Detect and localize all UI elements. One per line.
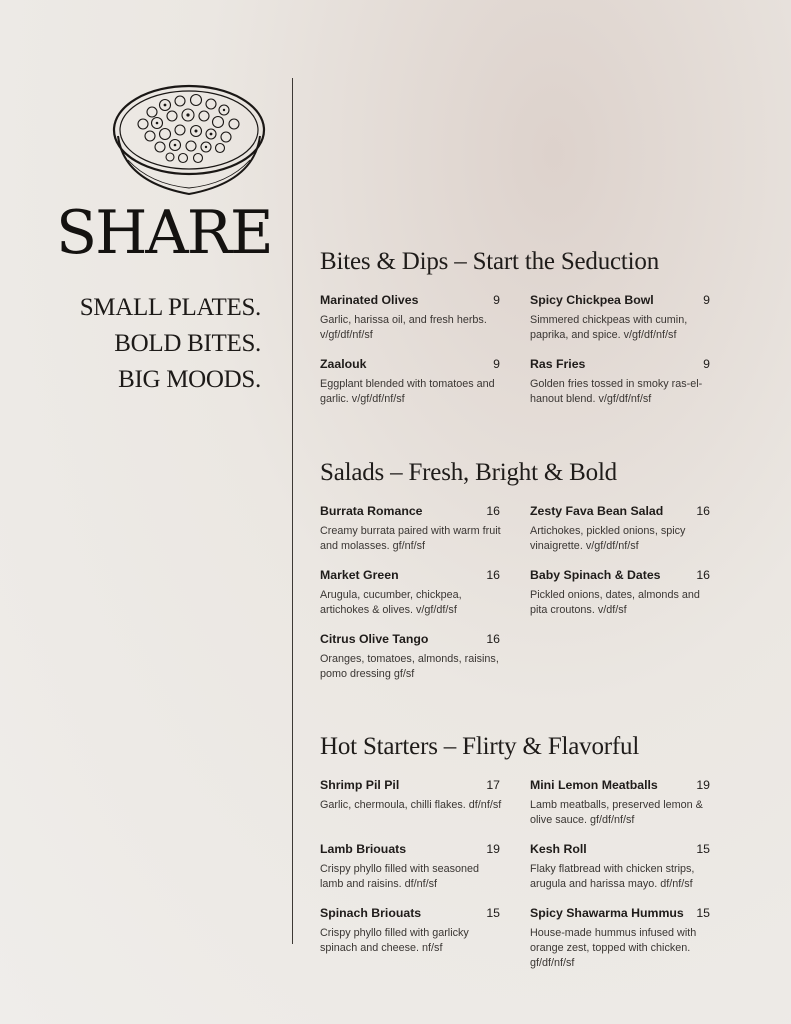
item-name: Lamb Briouats [320, 842, 407, 856]
item-price: 15 [486, 906, 500, 920]
tagline-line: BIG MOODS. [118, 366, 261, 393]
menu-item [530, 842, 712, 892]
item-description: Lamb meatballs, preserved lemon & olive sauce. gf/df/nf/sf [530, 799, 703, 826]
menu-item [320, 906, 502, 971]
item-name: Spinach Briouats [320, 906, 422, 920]
menu-item [530, 293, 712, 343]
item-price: 16 [486, 632, 500, 646]
item-price: 16 [486, 504, 500, 518]
item-name: Kesh Roll [530, 842, 587, 856]
item-name: Zaalouk [320, 357, 367, 371]
item-price: 9 [703, 357, 710, 371]
menu-item [320, 842, 502, 892]
item-price: 16 [696, 568, 710, 582]
menu-item [320, 293, 502, 343]
tagline [80, 290, 261, 398]
section-bites-dips [320, 248, 730, 407]
item-price: 19 [696, 778, 710, 792]
item-description: Garlic, chermoula, chilli flakes. df/nf/sf [320, 799, 502, 811]
item-price: 16 [696, 504, 710, 518]
item-description: Crispy phyllo filled with seasoned lamb and raisins. df/nf/sf [320, 863, 480, 890]
item-description: Garlic, harissa oil, and fresh herbs. v/gf/df/nf/sf [320, 314, 487, 341]
item-name: Citrus Olive Tango [320, 632, 429, 646]
item-description: Artichokes, pickled onions, spicy vinaigrette. v/gf/df/nf/sf [530, 525, 686, 552]
vertical-divider [292, 78, 293, 944]
item-name: Ras Fries [530, 357, 586, 371]
item-description: Arugula, cucumber, chickpea, artichokes & olives. v/gf/df/sf [320, 589, 462, 616]
item-name: Baby Spinach & Dates [530, 568, 661, 582]
item-description: Flaky flatbread with chicken strips, arugula and harissa mayo. df/nf/sf [530, 863, 695, 890]
menu-item [530, 357, 712, 407]
menu-item [530, 906, 712, 971]
item-price: 15 [696, 842, 710, 856]
section-heading: Bites & Dips – Start the Seduction [320, 248, 660, 275]
tagline-line: SMALL PLATES. [79, 294, 261, 321]
item-description: Crispy phyllo filled with garlicky spinach and cheese. nf/sf [320, 927, 469, 954]
item-name: Shrimp Pil Pil [320, 778, 400, 792]
menu-item [320, 778, 502, 828]
item-price: 17 [486, 778, 500, 792]
section-salads [320, 459, 730, 682]
item-description: Creamy burrata paired with warm fruit and molasses. gf/nf/sf [320, 525, 501, 552]
item-description: Eggplant blended with tomatoes and garlic. v/gf/df/nf/sf [320, 378, 495, 405]
item-name: Market Green [320, 568, 399, 582]
section-heading: Hot Starters – Flirty & Flavorful [320, 733, 640, 760]
item-price: 15 [696, 906, 710, 920]
item-name: Marinated Olives [320, 293, 419, 307]
menu-item [320, 632, 502, 682]
page-title: SHARE [56, 198, 272, 268]
item-price: 9 [493, 293, 500, 307]
item-price: 9 [493, 357, 500, 371]
item-price: 16 [486, 568, 500, 582]
menu-item [530, 568, 712, 618]
item-name: Burrata Romance [320, 504, 423, 518]
menu-item [320, 504, 502, 554]
item-price: 9 [703, 293, 710, 307]
item-price: 19 [486, 842, 500, 856]
section-hot-starters [320, 733, 730, 971]
item-name: Spicy Shawarma Hummus [530, 906, 684, 920]
item-description: Oranges, tomatoes, almonds, raisins, pomo dressing gf/sf [320, 653, 499, 680]
item-description: Pickled onions, dates, almonds and pita croutons. v/df/sf [530, 589, 700, 616]
menu-item [530, 504, 712, 554]
menu-item [530, 778, 712, 828]
menu-item [320, 568, 502, 618]
menu-item [320, 357, 502, 407]
item-description: House-made hummus infused with orange zest, topped with chicken. gf/df/nf/sf [530, 927, 697, 969]
item-description: Golden fries tossed in smoky ras-el-hanout blend. v/gf/df/nf/sf [530, 378, 703, 405]
item-name: Spicy Chickpea Bowl [530, 293, 654, 307]
section-heading: Salads – Fresh, Bright & Bold [320, 459, 617, 486]
item-name: Zesty Fava Bean Salad [530, 504, 664, 518]
bowl-of-olives-icon [110, 78, 268, 204]
tagline-line: BOLD BITES. [114, 330, 261, 357]
item-name: Mini Lemon Meatballs [530, 778, 658, 792]
item-description: Simmered chickpeas with cumin, paprika, and spice. v/gf/df/nf/sf [530, 314, 688, 341]
